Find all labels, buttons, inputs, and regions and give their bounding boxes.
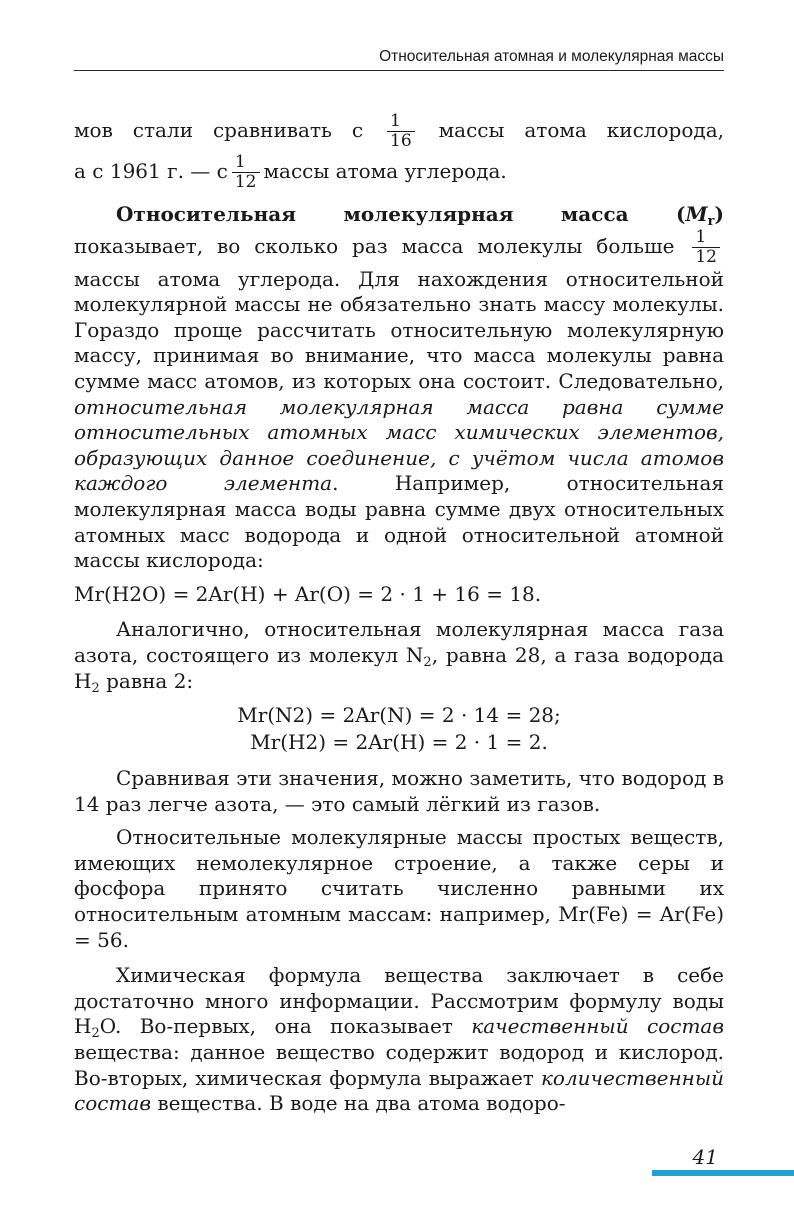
paragraph-comparison: Сравнивая эти значения, можно заметить, что водород в 14 раз легче азота, — это самый лёгкий из газов. — [74, 766, 724, 816]
term-close: ) — [714, 202, 724, 226]
term-relative-molecular-mass — [116, 202, 724, 229]
fraction-denominator: 12 — [232, 172, 260, 192]
paragraph-relative-molecular-mass — [74, 202, 724, 574]
p3-text-b: , равна 28, а газа водорода H — [74, 642, 724, 693]
p2-italic-definition: относительная молекулярная масса равна сумме относительных атомных масс химических элементов, образующих данное соединение, с учётом числа атомов каждого элемента — [74, 394, 724, 496]
p1-text-a: мов стали сравнивать с — [74, 118, 364, 142]
p2-text-b: массы атома углерода. Для нахождения относительной молекулярной массы не обязательно знать массу молекулы. Гораздо проще рассчитать относительную молекулярную массу, принимая во внимание, что масса молекулы равна сумме масс атомов, из которых она состоит. Следовательно, — [74, 266, 724, 393]
p6-subscript: 2 — [91, 1026, 100, 1042]
p1-text-d: массы атома углерода. — [263, 159, 507, 183]
fraction-numerator: 1 — [695, 226, 707, 247]
term-symbol: M — [685, 202, 708, 226]
p3-text-a: Аналогично, относительная молекулярная масса газа азота, состоящего из молекул N — [74, 617, 724, 667]
formula-nitrogen: Mr(N2) = 2Ar(N) = 2 · 14 = 28; — [237, 703, 561, 728]
running-title: Относительная атомная и молекулярная массы — [379, 48, 724, 65]
paragraph-nitrogen-hydrogen — [74, 617, 724, 694]
fraction-one-twelfth-2 — [692, 228, 720, 267]
p3-subscript-2: 2 — [91, 680, 100, 696]
p6-text-a: Химическая формула вещества заключает в себе достаточно много информации. Рассмотрим формулу воды H — [74, 963, 724, 1039]
formula-pair — [74, 702, 724, 756]
paragraph-chemical-formula — [74, 963, 724, 1117]
fraction-denominator: 16 — [387, 131, 415, 151]
p3-subscript-1: 2 — [423, 654, 432, 670]
p5-text-a: Относительные молекулярные массы простых веществ, имеющих немолекулярное строение, а также серы и фосфора принято считать численно равными их относительным атомным массам: например, — [74, 825, 724, 927]
fraction-denominator: 12 — [692, 247, 720, 267]
term-subscript: r — [707, 214, 715, 229]
p3-text-c: равна 2: — [99, 668, 194, 693]
paragraph-simple-substances — [74, 825, 724, 953]
p6-italic-quantitative: количественный состав — [74, 1065, 724, 1116]
p6-text-c: вещества: данное вещество содержит водород и кислород. Во-вторых, химическая формула выражает — [74, 1040, 724, 1090]
page-body — [74, 112, 724, 1117]
p2-text-a: показывает, во сколько раз масса молекулы больше — [74, 233, 675, 258]
formula-hydrogen: Mr(H2) = 2Ar(H) = 2 · 1 = 2. — [250, 730, 548, 755]
page-accent-bar — [652, 1170, 794, 1176]
p6-text-d: вещества. В воде на два атома водоро- — [150, 1091, 566, 1116]
p1-text-b: массы атома кислорода, — [438, 118, 724, 142]
p6-italic-qualitative: качественный состав — [471, 1014, 724, 1039]
p1-text-c: а с 1961 г. — с — [74, 159, 228, 183]
p6-text-b: O. Во-первых, она показывает — [99, 1014, 472, 1039]
term-text: Относительная молекулярная масса ( — [116, 202, 686, 226]
paragraph-continuation-2 — [74, 153, 724, 192]
formula-water: Mr(H2O) = 2Ar(H) + Ar(O) = 2 · 1 + 16 = 18. — [74, 581, 542, 606]
paragraph-continuation — [74, 112, 724, 151]
formula-iron: Mr(Fe) = Ar(Fe) = 56. — [74, 902, 724, 952]
fraction-numerator: 1 — [390, 111, 401, 131]
page-number: 41 — [692, 1145, 718, 1169]
fraction-numerator: 1 — [234, 152, 246, 172]
fraction-one-twelfth — [232, 153, 260, 192]
fraction-one-sixteenth — [387, 112, 415, 151]
running-header — [74, 44, 724, 71]
p2-text-c: . Например, относительная молекулярная масса воды равна сумме двух относительных атомных масс водорода и одной относительной атомной массы кислорода: — [74, 471, 724, 573]
